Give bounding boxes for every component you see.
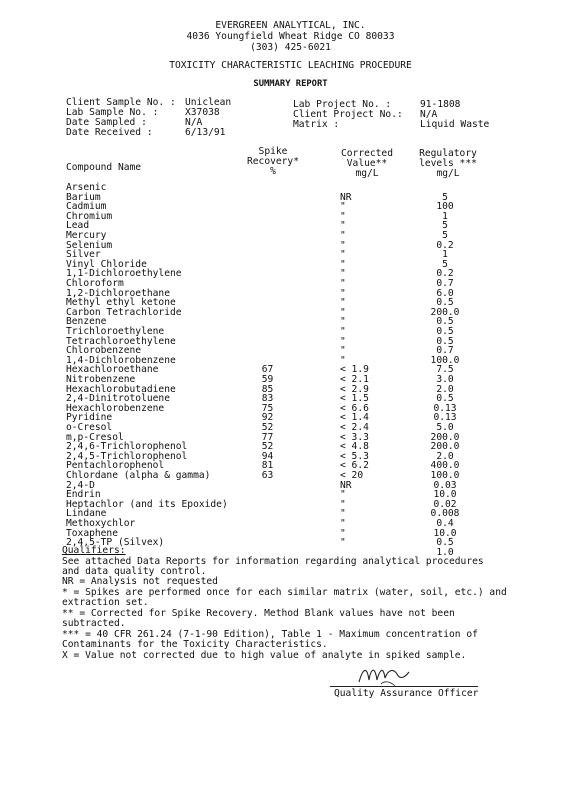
corrected-value: " <box>340 316 346 328</box>
spike-recovery: 85 <box>261 383 274 395</box>
compound-name: Trichloroethylene <box>66 326 165 337</box>
corrected-value: " <box>340 230 346 241</box>
lab-project-no-label: Lab Project No. : <box>293 99 392 110</box>
corrected-value: " <box>340 258 346 270</box>
regulatory-level: 0.03 <box>433 479 457 491</box>
regulatory-level: 3.0 <box>436 374 454 385</box>
col-header-spike-3: % <box>270 166 276 177</box>
compound-name: 2,4,5-Trichlorophenol <box>66 450 188 462</box>
corrected-value: < 2.9 <box>340 383 369 395</box>
regulatory-level: 100.0 <box>430 470 460 481</box>
regulatory-level: 0.13 <box>433 402 457 414</box>
col-header-corrected-2: Value** <box>346 158 388 169</box>
spike-recovery: 94 <box>261 450 274 462</box>
spike-recovery: 92 <box>261 412 274 424</box>
compound-name: Methyl ethyl ketone <box>66 297 176 309</box>
regulatory-level: 200.0 <box>430 431 460 443</box>
regulatory-level: 0.2 <box>436 268 454 280</box>
compound-name: Endrin <box>66 489 101 501</box>
regulatory-level: 5.0 <box>436 422 454 433</box>
compound-name: Chlordane (alpha & gamma) <box>66 470 211 481</box>
corrected-value: " <box>340 239 346 251</box>
compound-name: Silver <box>66 249 101 261</box>
corrected-value: " <box>340 345 346 357</box>
date-sampled-label: Date Sampled : <box>66 117 147 128</box>
corrected-value: " <box>340 210 346 222</box>
regulatory-level: 2.0 <box>436 383 454 395</box>
corrected-value: " <box>340 326 346 337</box>
corrected-value: < 1.5 <box>340 393 369 405</box>
compound-name: Chloroform <box>66 278 124 289</box>
qualifier-star2a: ** = Corrected for Spike Recovery. Method Blank values have not been <box>62 608 455 619</box>
regulatory-level: 5 <box>442 258 448 270</box>
col-header-compound: Compound Name <box>66 162 142 173</box>
qualifier-star1a: * = Spikes are performed once for each similar matrix (water, soil, etc.) and <box>62 587 507 598</box>
signature-line <box>330 686 478 687</box>
spike-recovery: 77 <box>261 431 274 443</box>
compound-name: o-Cresol <box>66 422 113 433</box>
regulatory-level: 0.4 <box>436 518 454 529</box>
col-header-spike-2: Recovery* <box>247 156 299 167</box>
corrected-value: " <box>340 527 346 539</box>
compound-name: Pyridine <box>66 412 113 424</box>
report-title: SUMMARY REPORT <box>253 79 328 89</box>
client-project-no: N/A <box>420 109 438 120</box>
corrected-value: " <box>340 249 346 261</box>
corrected-value: " <box>340 537 346 549</box>
compound-name: m,p-Cresol <box>66 431 124 443</box>
qualifier-nr: NR = Analysis not requested <box>62 576 218 587</box>
regulatory-level: 400.0 <box>430 460 460 472</box>
lab-sample-no-label: Lab Sample No. : <box>66 107 159 118</box>
corrected-value: < 6.6 <box>340 402 369 414</box>
regulatory-level: 0.13 <box>433 412 457 424</box>
regulatory-level: 0.2 <box>436 239 454 251</box>
compound-name: Hexachlorobutadiene <box>66 383 176 395</box>
signature-mark <box>355 660 415 688</box>
client-sample-no-label: Client Sample No. : <box>66 97 176 108</box>
corrected-value: " <box>340 354 346 366</box>
regulatory-level: 1 <box>442 210 448 222</box>
corrected-value: " <box>340 201 346 213</box>
regulatory-level: 100 <box>436 201 454 213</box>
regulatory-level: 0.5 <box>436 316 454 328</box>
compound-name: Arsenic <box>66 182 107 193</box>
spike-recovery: 67 <box>261 364 274 376</box>
compound-name: 1,1-Dichloroethylene <box>66 268 182 280</box>
col-header-regulatory-1: Regulatory <box>419 148 477 159</box>
regulatory-level: 0.5 <box>436 326 454 337</box>
col-header-regulatory-2: levels *** <box>419 158 477 169</box>
lab-project-no: 91-1808 <box>420 99 461 110</box>
regulatory-level: 0.7 <box>436 345 454 357</box>
compound-name: Barium <box>66 191 101 203</box>
compound-name: Mercury <box>66 230 107 241</box>
regulatory-level: 10.0 <box>433 527 457 539</box>
compound-name: Chromium <box>66 210 113 222</box>
compound-name: 2,4-D <box>66 479 95 491</box>
corrected-value: " <box>340 508 346 520</box>
regulatory-level: 10.0 <box>433 489 457 501</box>
qualifier-star2b: subtracted. <box>62 618 126 629</box>
qualifier-star3a: *** = 40 CFR 261.24 (7-1-90 Edition), Table 1 - Maximum concentration of <box>62 629 478 640</box>
regulatory-level: 200.0 <box>430 306 460 318</box>
compound-name: Pentachlorophenol <box>66 460 165 472</box>
compound-name: Lindane <box>66 508 107 520</box>
lab-name: EVERGREEN ANALYTICAL, INC. <box>215 20 366 31</box>
regulatory-level: 7.5 <box>436 364 454 376</box>
qualifier-x: X = Value not corrected due to high value of analyte in spiked sample. <box>62 650 467 661</box>
compound-name: 2,4,5-TP (Silvex) <box>66 537 165 549</box>
matrix-value: Liquid Waste <box>420 119 490 130</box>
corrected-value: NR <box>340 191 352 203</box>
regulatory-level: 100.0 <box>430 354 460 366</box>
client-project-no-label: Client Project No.: <box>293 109 403 120</box>
regulatory-level: 0.008 <box>430 508 460 520</box>
regulatory-level: 1.0 <box>436 546 454 558</box>
regulatory-level: 6.0 <box>436 287 454 299</box>
spike-recovery: 83 <box>261 393 274 405</box>
compound-name: Nitrobenzene <box>66 374 136 385</box>
regulatory-level: 5 <box>442 191 448 203</box>
matrix-label: Matrix : <box>293 119 340 130</box>
corrected-value: " <box>340 306 346 318</box>
compound-name: Hexachloroethane <box>66 364 159 376</box>
client-sample-no: Uniclean <box>185 97 232 108</box>
corrected-value: " <box>340 278 346 289</box>
lab-address: 4036 Youngfield Wheat Ridge CO 80033 <box>186 31 395 42</box>
regulatory-level: 0.7 <box>436 278 454 289</box>
compound-name: 1,2-Dichloroethane <box>66 287 170 299</box>
lab-phone: (303) 425-6021 <box>250 42 331 53</box>
spike-recovery: 75 <box>261 402 274 414</box>
regulatory-level: 5 <box>442 220 448 232</box>
corrected-value: < 4.8 <box>340 441 369 453</box>
corrected-value: NR <box>340 479 352 491</box>
corrected-value: " <box>340 489 346 501</box>
regulatory-level: 5 <box>442 230 448 241</box>
compound-name: Hexachlorobenzene <box>66 402 165 414</box>
qualifier-star3b: Contaminants for the Toxicity Characteristics. <box>62 639 328 650</box>
procedure-title: TOXICITY CHARACTERISTIC LEACHING PROCEDURE <box>169 60 412 71</box>
corrected-value: " <box>340 297 346 309</box>
regulatory-level: 0.5 <box>436 537 454 549</box>
compound-name: 1,4-Dichlorobenzene <box>66 354 176 366</box>
qualifiers-line-2: and data quality control. <box>62 566 207 577</box>
compound-name: 2,4,6-Trichlorophenol <box>66 441 188 453</box>
spike-recovery: 59 <box>261 374 274 385</box>
regulatory-level: 0.5 <box>436 393 454 405</box>
corrected-value: < 1.4 <box>340 412 369 424</box>
compound-name: Tetrachloroethylene <box>66 335 176 347</box>
corrected-value: " <box>340 498 346 510</box>
compound-name: 2,4-Dinitrotoluene <box>66 393 170 405</box>
compound-name: Toxaphene <box>66 527 118 539</box>
qualifier-star1b: extraction set. <box>62 597 149 608</box>
corrected-value: < 5.3 <box>340 450 369 462</box>
signature-title: Quality Assurance Officer <box>334 688 479 699</box>
corrected-value: " <box>340 518 346 529</box>
regulatory-level: 200.0 <box>430 441 460 453</box>
compound-name: Chlorobenzene <box>66 345 142 357</box>
compound-name: Benzene <box>66 316 107 328</box>
date-received-label: Date Received : <box>66 127 153 138</box>
corrected-value: " <box>340 268 346 280</box>
spike-recovery: 52 <box>261 441 274 453</box>
corrected-value: < 3.3 <box>340 431 369 443</box>
compound-name: Cadmium <box>66 201 107 213</box>
regulatory-level: 1 <box>442 249 448 261</box>
lab-sample-no: X37038 <box>185 107 220 118</box>
regulatory-level: 0.5 <box>436 297 454 309</box>
qualifiers-heading: Qualifiers: <box>62 545 126 556</box>
compound-name: Selenium <box>66 239 113 251</box>
col-header-corrected-1: Corrected <box>341 148 393 159</box>
corrected-value: < 2.1 <box>340 374 369 385</box>
col-header-regulatory-3: mg/L <box>436 168 460 179</box>
compound-name: Lead <box>66 220 90 232</box>
col-header-spike-1: Spike <box>258 146 288 157</box>
regulatory-level: 2.0 <box>436 450 454 462</box>
corrected-value: " <box>340 335 346 347</box>
spike-recovery: 63 <box>261 470 274 481</box>
date-sampled: N/A <box>185 117 203 128</box>
corrected-value: < 1.9 <box>340 364 369 376</box>
col-header-corrected-3: mg/L <box>355 168 379 179</box>
spike-recovery: 52 <box>261 422 274 433</box>
qualifiers-line-1: See attached Data Reports for information regarding analytical procedures <box>62 556 484 567</box>
regulatory-level: 0.5 <box>436 335 454 347</box>
corrected-value: " <box>340 287 346 299</box>
date-received: 6/13/91 <box>185 127 226 138</box>
corrected-value: < 2.4 <box>340 422 369 433</box>
regulatory-level: 0.02 <box>433 498 457 510</box>
corrected-value: < 20 <box>340 470 364 481</box>
corrected-value: < 6.2 <box>340 460 369 472</box>
compound-name: Heptachlor (and its Epoxide) <box>66 498 228 510</box>
spike-recovery: 81 <box>261 460 274 472</box>
compound-name: Vinyl Chloride <box>66 258 147 270</box>
compound-name: Methoxychlor <box>66 518 136 529</box>
compound-name: Carbon Tetrachloride <box>66 306 182 318</box>
corrected-value: " <box>340 220 346 232</box>
